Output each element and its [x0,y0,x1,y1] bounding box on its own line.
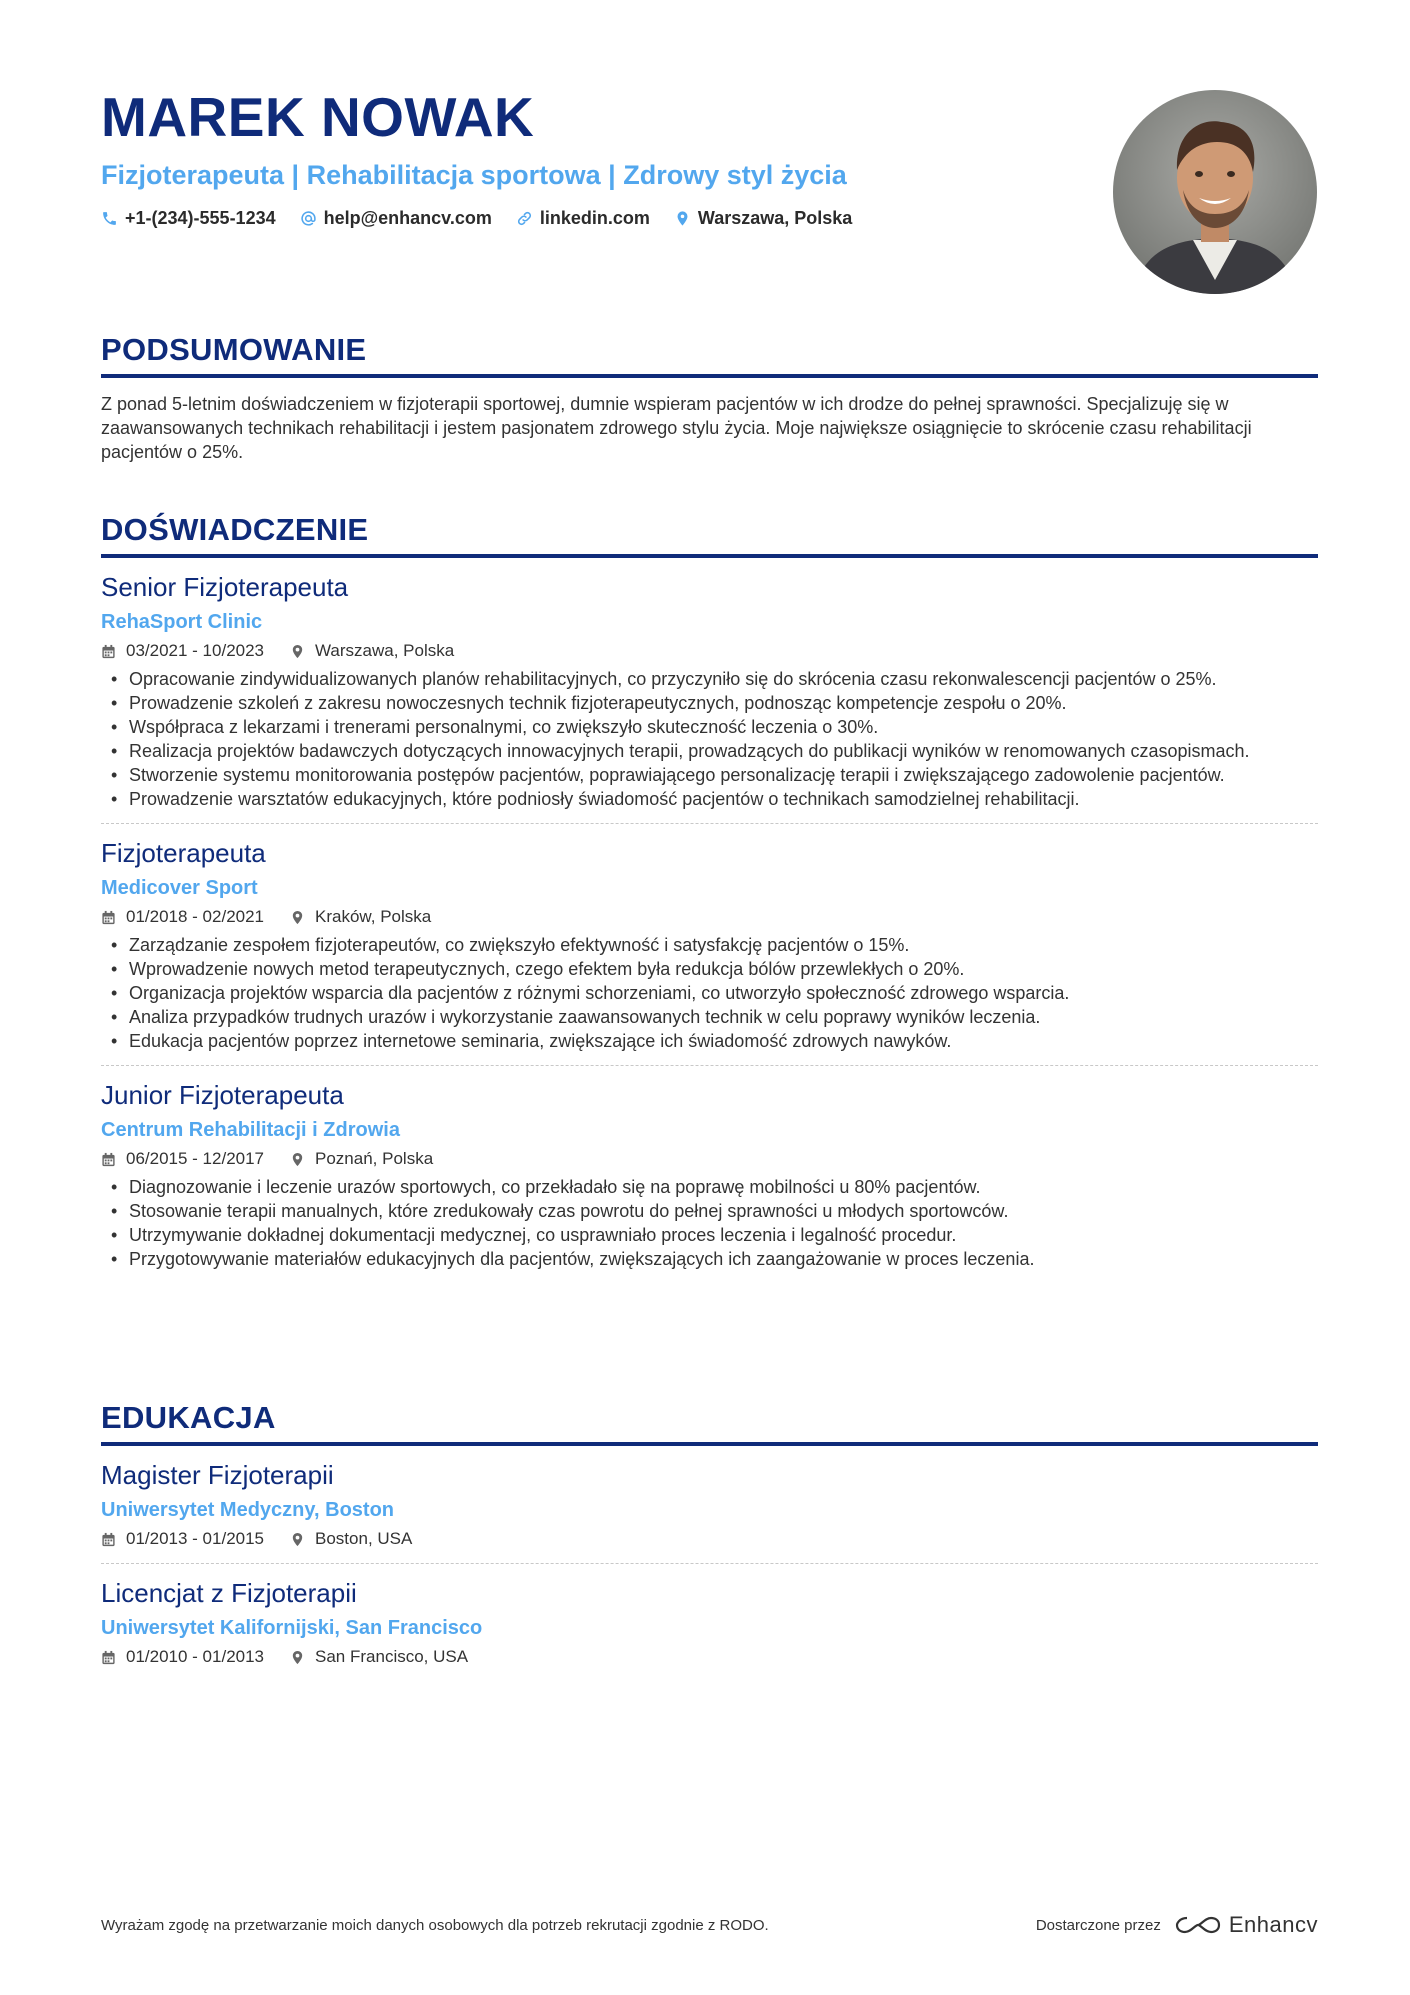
contact-bar [101,208,1101,229]
job-dates: 03/2021 - 10/2023 [101,639,264,663]
location-pin-icon [290,644,305,659]
enhancv-logo-icon [1175,1914,1221,1936]
job-bullets [101,1175,1318,1271]
education-heading: EDUKACJA [101,1400,276,1435]
education-dates: 01/2013 - 01/2015 [101,1527,264,1551]
phone-icon [101,210,118,227]
phone-text: +1-(234)-555-1234 [125,208,276,228]
education-location: San Francisco, USA [290,1645,468,1669]
consent-text: Wyrażam zgodę na przetwarzanie moich danych osobowych dla potrzeb rekrutacji zgodnie z RODO. [101,1916,769,1934]
location-pin-icon [290,1650,305,1665]
job-location: Warszawa, Polska [290,639,454,663]
job-title: Fizjoterapeuta [101,838,266,868]
list-item: • Stosowanie terapii manualnych, które zredukowały czas powrotu do pełnej sprawności u młodych sportowców. [101,1199,1318,1223]
location-pin-icon [290,1152,305,1167]
location-pin-icon [674,210,691,227]
list-item: • Realizacja projektów badawczych dotyczących innowacyjnych terapii, prowadzących do publikacji wyników w renomowanych czasopismach. [101,739,1318,763]
education-location: Boston, USA [290,1527,412,1551]
job-meta [101,905,1318,929]
calendar-icon [101,1650,116,1665]
job-company: Centrum Rehabilitacji i Zdrowia [101,1119,400,1141]
education-meta [101,1645,1318,1669]
school-name: Uniwersytet Kalifornijski, San Francisco [101,1617,483,1639]
degree-title: Licencjat z Fizjoterapii [101,1578,357,1608]
section-divider [101,374,1318,378]
education-entry [101,1564,1318,1669]
summary-heading: PODSUMOWANIE [101,332,367,367]
contact-email[interactable] [300,208,492,229]
at-icon [300,210,317,227]
powered-by-label: Dostarczone przez [1035,1916,1161,1934]
summary-section [101,330,1318,464]
calendar-icon [101,1152,116,1167]
location-pin-icon [290,910,305,925]
job-bullets [101,667,1318,811]
education-entry [101,1446,1318,1564]
job-dates: 01/2018 - 02/2021 [101,905,264,929]
experience-section [101,510,1318,1271]
list-item: • Diagnozowanie i leczenie urazów sportowych, co przekładało się na poprawę mobilności u 80% pacjentów. [101,1175,1318,1199]
list-item: • Analiza przypadków trudnych urazów i wykorzystanie zaawansowanych technik w celu poprawy wyników leczenia. [101,1005,1318,1029]
powered-by[interactable] [1036,1912,1318,1938]
job-bullets [101,933,1318,1053]
job-meta [101,639,1318,663]
list-item: • Stworzenie systemu monitorowania postępów pacjentów, poprawiającego personalizację terapii i zwiększającego zadowolenie pacjentów. [101,763,1318,787]
location-pin-icon [290,1532,305,1547]
experience-heading: DOŚWIADCZENIE [101,512,369,547]
brand-name: Enhancv [1228,1912,1318,1937]
school-name: Uniwersytet Medyczny, Boston [101,1499,395,1521]
list-item: • Prowadzenie szkoleń z zakresu nowoczesnych technik fizjoterapeutycznych, podnosząc kompetencje zespołu o 20%. [101,691,1318,715]
list-item: • Edukacja pacjentów poprzez internetowe seminaria, zwiększające ich świadomość zdrowych nawyków. [101,1029,1318,1053]
list-item: • Prowadzenie warsztatów edukacyjnych, które podniosły świadomość pacjentów o technikach samodzielnej rehabilitacji. [101,787,1318,811]
contact-location [674,208,852,229]
job-company: Medicover Sport [101,877,258,899]
job-meta [101,1147,1318,1171]
degree-title: Magister Fizjoterapii [101,1460,334,1490]
page-footer [101,1912,1318,1938]
job-title: Senior Fizjoterapeuta [101,572,349,602]
education-section [101,1398,1318,1669]
list-item: • Utrzymywanie dokładnej dokumentacji medycznej, co usprawniało proces leczenia i legalność procedur. [101,1223,1318,1247]
avatar [1113,90,1317,294]
candidate-headline: Fizjoterapeuta | Rehabilitacja sportowa | Zdrowy styl życia [101,160,847,190]
job-location: Poznań, Polska [290,1147,433,1171]
resume-header [101,84,1101,229]
education-dates: 01/2010 - 01/2013 [101,1645,264,1669]
list-item: • Opracowanie zindywidualizowanych planów rehabilitacyjnych, co przyczyniło się do skrócenia czasu rekonwalescencji pacjentów o 25%. [101,667,1318,691]
linkedin-text: linkedin.com [539,208,650,228]
job-location: Kraków, Polska [290,905,431,929]
summary-text: Z ponad 5-letnim doświadczeniem w fizjoterapii sportowej, dumnie wspieram pacjentów w ich drodze do pełnej sprawności. Specjalizuję się w zaawansowanych technikach rehabilitacji i jestem pasjonatem zdrowego stylu życia. Moje największe osiągnięcie to skrócenie czasu rehabilitacji pacjentów o 25%. [101,394,1252,462]
location-text: Warszawa, Polska [697,208,853,228]
list-item: • Organizacja projektów wsparcia dla pacjentów z różnymi schorzeniami, co utworzyło społeczność zdrowego wsparcia. [101,981,1318,1005]
email-text: help@enhancv.com [323,208,492,228]
contact-linkedin[interactable] [516,208,650,229]
calendar-icon [101,1532,116,1547]
profile-photo [1113,90,1317,294]
list-item: • Współpraca z lekarzami i trenerami personalnymi, co zwiększyło skuteczność leczenia o 30%. [101,715,1318,739]
job-entry [101,824,1318,1066]
list-item: • Przygotowywanie materiałów edukacyjnych dla pacjentów, zwiększających ich zaangażowanie w proces leczenia. [101,1247,1318,1271]
list-item: • Wprowadzenie nowych metod terapeutycznych, czego efektem była redukcja bólów przewlekłych o 20%. [101,957,1318,981]
contact-phone[interactable] [101,208,276,229]
job-entry [101,558,1318,824]
candidate-name: MAREK NOWAK [101,86,535,148]
education-meta [101,1527,1318,1551]
calendar-icon [101,644,116,659]
job-title: Junior Fizjoterapeuta [101,1080,344,1110]
calendar-icon [101,910,116,925]
link-icon [516,210,533,227]
list-item: • Zarządzanie zespołem fizjoterapeutów, co zwiększyło efektywność i satysfakcję pacjentów o 15%. [101,933,1318,957]
job-company: RehaSport Clinic [101,611,263,633]
job-entry [101,1066,1318,1271]
job-dates: 06/2015 - 12/2017 [101,1147,264,1171]
